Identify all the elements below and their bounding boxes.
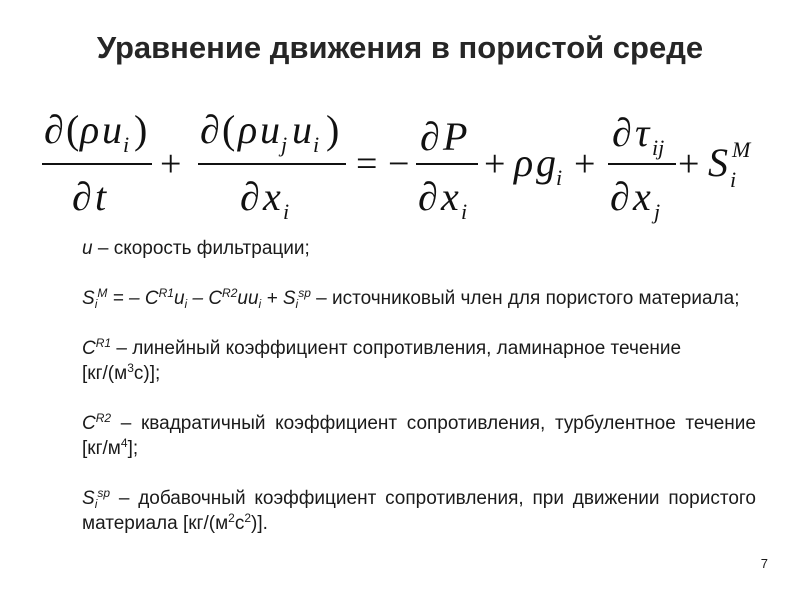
unit-exponent: 3	[127, 361, 134, 375]
definition-text: – добавочный коэффициент сопротивления, при движении пористого материала [кг/(м	[82, 488, 756, 534]
x-symbol: x	[441, 174, 459, 219]
index-i: i	[313, 132, 320, 157]
plus-sign: +	[574, 143, 596, 185]
u-symbol: u	[82, 238, 93, 259]
index-i: i	[123, 132, 130, 157]
superscript-R2: R2	[222, 286, 238, 300]
index-i: i	[295, 297, 299, 311]
partial-symbol: ∂	[72, 174, 92, 219]
minus-part: –	[187, 288, 209, 309]
superscript-sp: sp	[298, 286, 311, 300]
superscript-M: M	[97, 286, 108, 300]
plus-sign: +	[160, 143, 182, 185]
unit-exponent: 2	[244, 511, 252, 525]
right-paren: )	[326, 107, 340, 152]
superscript-R1: R1	[95, 336, 112, 350]
definition-text-end: с)];	[133, 363, 161, 384]
x-symbol: x	[633, 174, 651, 219]
C-symbol: C	[144, 288, 159, 309]
definition-cr2	[48, 411, 756, 461]
tau-symbol: τ	[635, 110, 650, 155]
x-symbol: x	[263, 174, 281, 219]
plus-part: +	[261, 288, 283, 309]
superscript-R2: R2	[95, 411, 112, 425]
P-symbol: P	[443, 114, 468, 159]
minus-sign: −	[388, 143, 410, 185]
u-symbol: u	[292, 107, 312, 152]
definition-ssp	[48, 486, 756, 536]
equals-part: = –	[107, 288, 145, 309]
S-symbol: S	[82, 288, 95, 309]
index-i: i	[461, 199, 468, 224]
index-i: i	[283, 199, 290, 224]
index-ij: ij	[652, 135, 665, 160]
definition-text-end: )].	[251, 513, 268, 534]
unit-exponent: 2	[228, 511, 235, 525]
index-i: i	[184, 297, 188, 311]
u-symbol: u	[173, 288, 185, 309]
definition-text-end: ];	[127, 438, 139, 459]
partial-symbol: ∂	[418, 174, 438, 219]
partial-symbol: ∂	[612, 110, 632, 155]
page-number: 7	[760, 556, 768, 571]
partial-symbol: ∂	[44, 107, 64, 152]
t-symbol: t	[95, 174, 107, 219]
partial-symbol: ∂	[420, 114, 440, 159]
index-i: i	[94, 297, 98, 311]
u-symbol: u	[260, 107, 280, 152]
definition-u	[48, 236, 756, 261]
g-symbol: g	[536, 140, 556, 185]
definition-text: – скорость фильтрации;	[92, 238, 310, 259]
right-paren: )	[134, 107, 148, 152]
superscript-sp: sp	[97, 486, 111, 500]
S-symbol: S	[82, 488, 95, 509]
equation-svg	[0, 100, 800, 230]
index-i: i	[556, 165, 563, 190]
definition-text: – линейный коэффициент сопротивления, ламинарное течение [кг/(м	[82, 338, 682, 384]
rho-symbol: ρ	[80, 107, 100, 152]
equals-sign: =	[356, 143, 378, 185]
definition-text: – источниковый член для пористого материала;	[310, 288, 740, 309]
superscript-M: M	[732, 137, 751, 162]
definitions-list	[48, 236, 756, 536]
plus-sign: +	[484, 143, 506, 185]
S-symbol: S	[708, 140, 728, 185]
C-symbol: C	[82, 413, 96, 434]
C-symbol: C	[82, 338, 96, 359]
partial-symbol: ∂	[240, 174, 260, 219]
index-j: j	[654, 199, 661, 224]
index-i: i	[94, 497, 98, 511]
definition-text: – квадратичный коэффициент сопротивления, турбулентное течение [кг/м	[82, 413, 756, 459]
uu-symbol: uu	[237, 288, 259, 309]
definition-cr1	[48, 336, 756, 386]
rho-symbol: ρ	[238, 107, 258, 152]
slide-title: Уравнение движения в пористой среде	[96, 30, 704, 65]
rho-symbol: ρ	[514, 140, 534, 185]
left-paren: (	[222, 107, 236, 152]
u-symbol: u	[102, 107, 122, 152]
index-i: i	[258, 297, 262, 311]
momentum-equation	[0, 100, 800, 230]
definition-source-term	[48, 286, 756, 311]
index-i: i	[730, 167, 737, 192]
plus-sign: +	[678, 143, 700, 185]
left-paren: (	[66, 107, 80, 152]
superscript-R1: R1	[158, 286, 174, 300]
S-symbol: S	[282, 288, 296, 309]
partial-symbol: ∂	[200, 107, 220, 152]
partial-symbol: ∂	[610, 174, 630, 219]
C-symbol: C	[208, 288, 223, 309]
index-j: j	[281, 132, 288, 157]
definition-text-mid: с	[234, 513, 245, 534]
unit-exponent: 4	[120, 436, 128, 450]
